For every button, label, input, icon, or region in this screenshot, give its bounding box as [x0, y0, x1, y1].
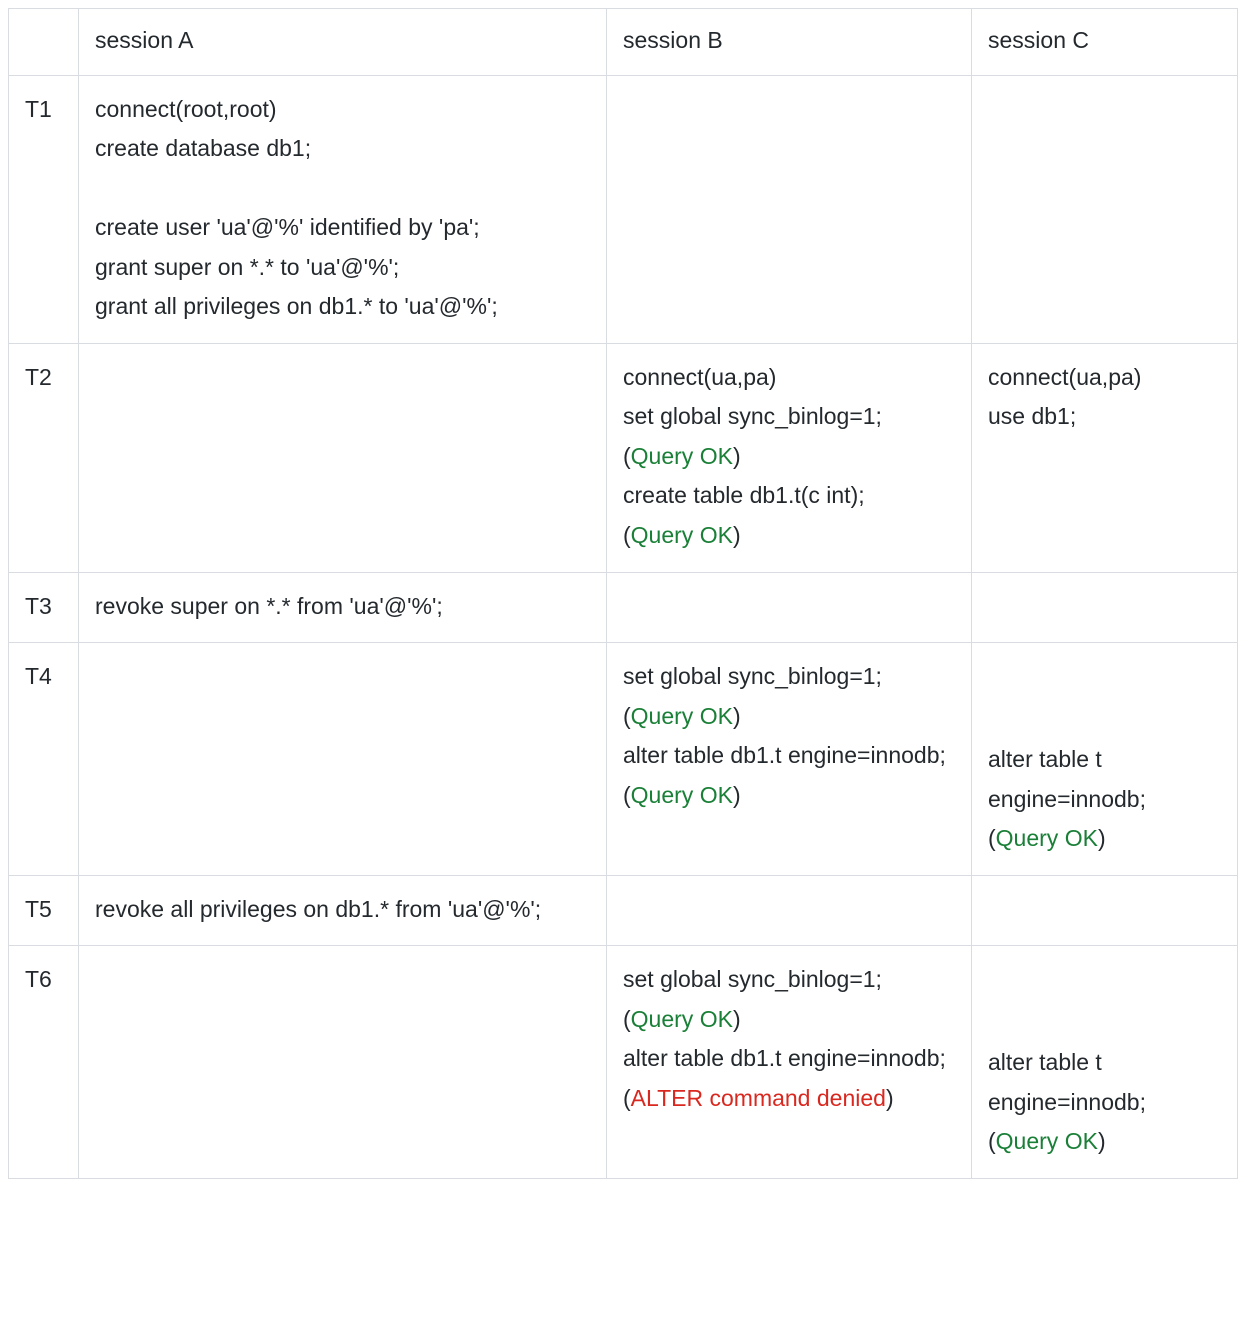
statement-line: revoke super on *.* from 'ua'@'%';: [95, 592, 443, 619]
paren-close: ): [732, 702, 741, 729]
paren-close: ): [732, 442, 741, 469]
column-header-session-c: session C: [972, 9, 1238, 76]
status-ok: Query OK: [630, 781, 733, 808]
status-ok: Query OK: [630, 442, 733, 469]
status-ok: Query OK: [630, 522, 733, 549]
statement-line: grant all privileges on db1.* to 'ua'@'%';: [95, 293, 498, 320]
paren-open: (: [988, 1128, 996, 1155]
status-ok: Query OK: [630, 1005, 733, 1032]
cell-content-session-b: [623, 657, 961, 815]
status-ok: Query OK: [630, 702, 733, 729]
cell-session-a: [79, 75, 607, 343]
statement-line: set global sync_binlog=1;: [623, 966, 882, 993]
cell-session-c: [972, 875, 1238, 946]
cell-session-b: [607, 572, 972, 643]
statement-line: create database db1;: [95, 135, 312, 162]
result-line: [623, 437, 961, 477]
time-label: T1: [9, 75, 79, 343]
statement-line: create table db1.t(c int);: [623, 482, 865, 509]
session-timeline-table: [8, 8, 1238, 1179]
table-header: [9, 9, 1238, 76]
statement-line: alter table db1.t engine=innodb;: [623, 1045, 946, 1072]
time-label: T4: [9, 643, 79, 876]
column-header-session-a: session A: [79, 9, 607, 76]
time-label: T3: [9, 572, 79, 643]
paren-close: ): [1097, 1128, 1106, 1155]
paren-open: (: [623, 1084, 631, 1111]
statement-line: connect(ua,pa): [623, 363, 777, 390]
cell-session-a: [79, 572, 607, 643]
cell-session-b: [607, 343, 972, 572]
paren-open: (: [623, 781, 631, 808]
cell-session-b: [607, 946, 972, 1179]
cell-content-session-c: [988, 358, 1227, 437]
paren-open: (: [988, 825, 996, 852]
statement-line: [95, 169, 596, 209]
cell-session-b: [607, 875, 972, 946]
paren-close: ): [732, 1005, 741, 1032]
table-row: [9, 343, 1238, 572]
statement-line: grant super on *.* to 'ua'@'%';: [95, 253, 400, 280]
statement-line: use db1;: [988, 403, 1077, 430]
cell-session-b: [607, 75, 972, 343]
session-timeline-container: [0, 8, 1246, 1179]
table-row: [9, 946, 1238, 1179]
table-body: [9, 75, 1238, 1178]
column-header-session-b: session B: [607, 9, 972, 76]
cell-content-session-b: [623, 358, 961, 556]
result-line: [623, 1000, 961, 1040]
cell-session-c: [972, 343, 1238, 572]
paren-open: (: [623, 442, 631, 469]
time-label: T5: [9, 875, 79, 946]
statement-line: alter table t engine=innodb;: [988, 1049, 1146, 1115]
statement-line: create user 'ua'@'%' identified by 'pa';: [95, 214, 480, 241]
cell-session-a: [79, 875, 607, 946]
result-line: [623, 516, 961, 556]
time-label: T2: [9, 343, 79, 572]
result-line: [623, 776, 961, 816]
table-row: [9, 75, 1238, 343]
paren-open: (: [623, 702, 631, 729]
cell-session-c: [972, 643, 1238, 876]
statement-line: alter table db1.t engine=innodb;: [623, 742, 946, 769]
statement-line: revoke all privileges on db1.* from 'ua'@'%';: [95, 895, 542, 922]
cell-session-a: [79, 946, 607, 1179]
result-line: [623, 1079, 961, 1119]
cell-session-c: [972, 75, 1238, 343]
statement-line: connect(ua,pa): [988, 363, 1142, 390]
result-line: [988, 819, 1227, 859]
paren-open: (: [623, 1005, 631, 1032]
paren-close: ): [885, 1084, 894, 1111]
table-row: [9, 875, 1238, 946]
cell-content-session-c: [988, 960, 1227, 1162]
table-row: [9, 572, 1238, 643]
cell-content-session-c: [988, 657, 1227, 859]
cell-content-session-a: [95, 587, 596, 627]
paren-close: ): [732, 781, 741, 808]
cell-content-session-a: [95, 90, 596, 327]
status-error: ALTER command denied: [630, 1084, 886, 1111]
cell-content-session-b: [623, 960, 961, 1118]
status-ok: Query OK: [995, 825, 1098, 852]
cell-session-a: [79, 343, 607, 572]
cell-session-c: [972, 572, 1238, 643]
paren-open: (: [623, 522, 631, 549]
cell-session-b: [607, 643, 972, 876]
cell-content-session-a: [95, 890, 596, 930]
table-row: [9, 643, 1238, 876]
paren-close: ): [732, 522, 741, 549]
statement-line: set global sync_binlog=1;: [623, 663, 882, 690]
time-label: T6: [9, 946, 79, 1179]
column-header-time: [9, 9, 79, 76]
paren-close: ): [1097, 825, 1106, 852]
statement-line: connect(root,root): [95, 95, 277, 122]
cell-session-a: [79, 643, 607, 876]
table-header-row: [9, 9, 1238, 76]
status-ok: Query OK: [995, 1128, 1098, 1155]
result-line: [623, 697, 961, 737]
statement-line: set global sync_binlog=1;: [623, 403, 882, 430]
result-line: [988, 1122, 1227, 1162]
statement-line: alter table t engine=innodb;: [988, 746, 1146, 812]
cell-session-c: [972, 946, 1238, 1179]
